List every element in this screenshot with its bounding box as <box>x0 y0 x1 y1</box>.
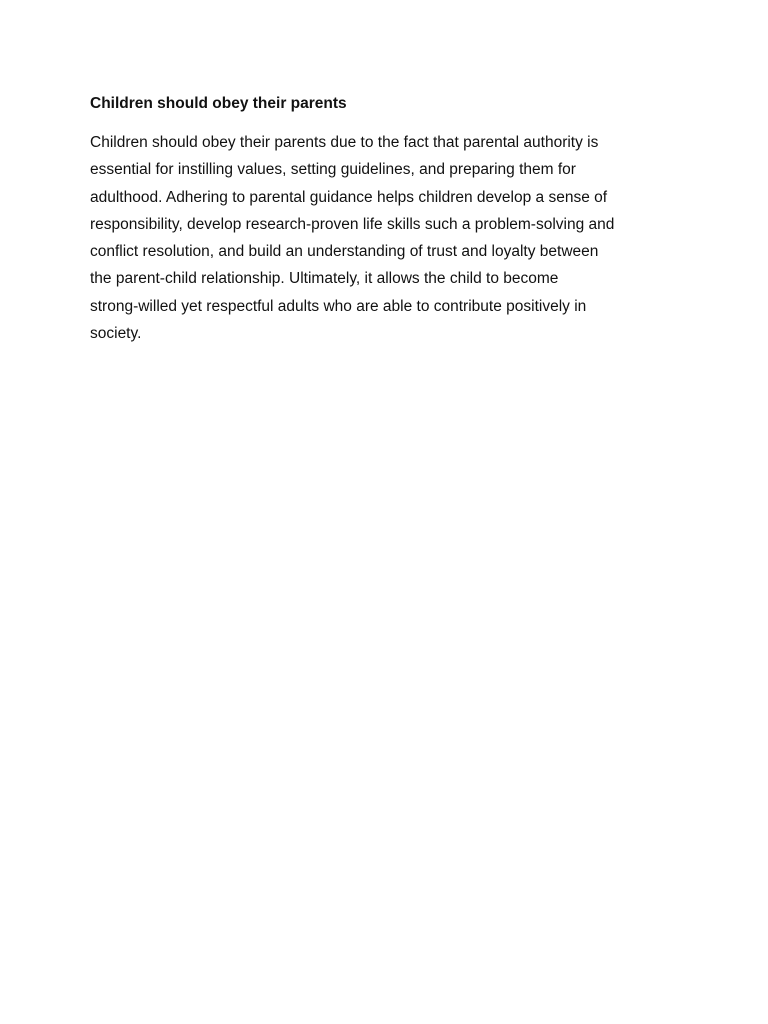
paragraph-line: essential for instilling values, setting guidelines, and preparing them for <box>90 161 576 179</box>
paragraph-line: strong-willed yet respectful adults who are able to contribute positively in <box>90 297 587 315</box>
body-paragraph <box>90 129 690 347</box>
document-content <box>90 93 690 347</box>
paragraph-line: society. <box>90 325 142 343</box>
paragraph-line: Children should obey their parents due to the fact that parental authority is <box>90 134 599 151</box>
paragraph-line: the parent-child relationship. Ultimately, it allows the child to become <box>90 270 559 288</box>
paragraph-line: conflict resolution, and build an understanding of trust and loyalty between <box>90 243 599 261</box>
paragraph-line: responsibility, develop research-proven life skills such a problem-solving and <box>90 215 615 233</box>
document-title: Children should obey their parents <box>90 95 347 112</box>
paragraph-line: adulthood. Adhering to parental guidance helps children develop a sense of <box>90 188 608 206</box>
